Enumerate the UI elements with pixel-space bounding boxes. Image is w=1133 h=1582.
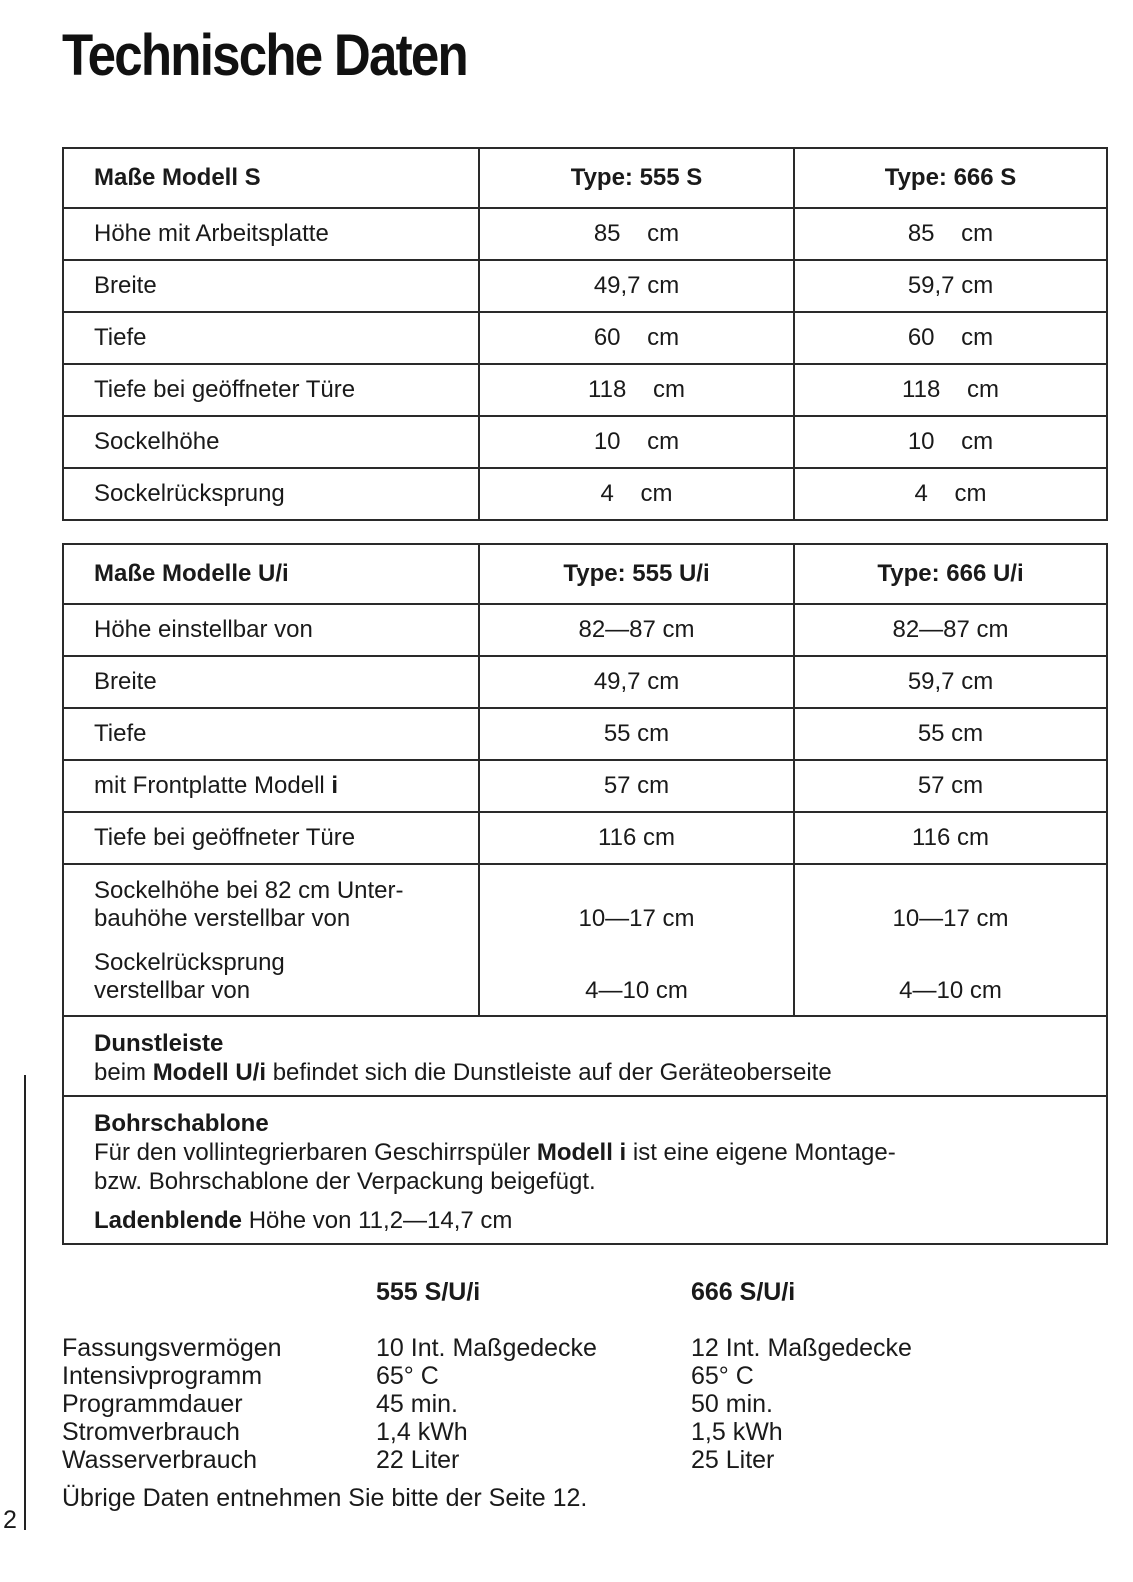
row-label: Höhe mit Arbeitsplatte [63, 208, 479, 260]
sockel-recess-555ui: 4—10 cm [585, 977, 688, 1004]
value-666s: 10 cm [794, 416, 1107, 468]
page-title: Technische Daten [62, 23, 467, 88]
dimensions-table-model-ui [62, 543, 1108, 1245]
ladenblende-value: Höhe von 11,2—14,7 cm [242, 1207, 513, 1234]
table-row [63, 364, 1107, 416]
summary-value-666: 1,5 kWh [691, 1418, 783, 1446]
ladenblende-label: Ladenblende [94, 1207, 243, 1234]
dimensions-table-model-s [62, 147, 1108, 521]
row-label: Breite [63, 656, 479, 708]
summary-col-555: 555 S/U/i [376, 1278, 481, 1306]
row-label [63, 760, 479, 812]
footer-note: Übrige Daten entnehmen Sie bitte der Seite 12. [62, 1484, 588, 1512]
sockel-recess-label-1: Sockelrücksprung [94, 949, 285, 976]
summary-header [62, 1278, 912, 1306]
value-555s: 4 cm [479, 468, 794, 520]
summary-value-555: 1,4 kWh [376, 1418, 468, 1446]
value-555s: 118 cm [479, 364, 794, 416]
bohr-model: Modell i [536, 1139, 627, 1166]
header-type-555s: Type: 555 S [479, 148, 794, 208]
value-555s: 10 cm [479, 416, 794, 468]
model-letter: i [331, 772, 339, 799]
summary-value-555: 65° C [376, 1362, 439, 1390]
row-label: Breite [63, 260, 479, 312]
summary-label: Intensivprogramm [62, 1362, 263, 1390]
table-row [63, 604, 1107, 656]
value-555ui: 82—87 cm [479, 604, 794, 656]
list-item [62, 1418, 912, 1446]
sockel-recess-666ui: 4—10 cm [899, 977, 1002, 1004]
sockel-recess-label-2: verstellbar von [94, 977, 251, 1004]
table-row [63, 208, 1107, 260]
value-666ui: 57 cm [794, 760, 1107, 812]
table-row [63, 468, 1107, 520]
page-number: 2 [3, 1506, 17, 1534]
table-row [63, 312, 1107, 364]
summary-col-666: 666 S/U/i [691, 1278, 796, 1306]
list-item [62, 1390, 912, 1418]
bohr-line1-pre: Für den vollintegrierbaren Geschirrspüler [94, 1139, 537, 1166]
summary-value-666: 12 Int. Maßgedecke [691, 1334, 912, 1362]
summary-label: Wasserverbrauch [62, 1446, 257, 1474]
header-type-666s: Type: 666 S [794, 148, 1107, 208]
row-label: Sockelhöhe [63, 416, 479, 468]
value-555ui: 55 cm [479, 708, 794, 760]
row-label: Tiefe bei geöffneter Türe [63, 812, 479, 864]
value-555ui [479, 864, 794, 1016]
sockel-height-label-1: Sockelhöhe bei 82 cm Unter- [94, 877, 404, 904]
value-555ui: 116 cm [479, 812, 794, 864]
value-666s: 118 cm [794, 364, 1107, 416]
summary-value-666: 25 Liter [691, 1446, 775, 1474]
value-555s: 60 cm [479, 312, 794, 364]
value-555s: 49,7 cm [479, 260, 794, 312]
table-header-row [63, 544, 1107, 604]
value-666ui: 82—87 cm [794, 604, 1107, 656]
table-row [63, 760, 1107, 812]
row-label: Tiefe [63, 708, 479, 760]
value-555ui: 57 cm [479, 760, 794, 812]
header-type-666ui: Type: 666 U/i [794, 544, 1107, 604]
row-label-text: mit Frontplatte Modell [94, 772, 332, 799]
sockel-height-555ui: 10—17 cm [578, 905, 695, 932]
value-666ui: 116 cm [794, 812, 1107, 864]
bohrschablone-note [63, 1096, 1107, 1244]
value-666ui: 55 cm [794, 708, 1107, 760]
table-header-row [63, 148, 1107, 208]
value-666ui [794, 864, 1107, 1016]
row-label: Sockelrücksprung [63, 468, 479, 520]
dunstleiste-heading: Dunstleiste [94, 1030, 224, 1057]
header-type-555ui: Type: 555 U/i [479, 544, 794, 604]
value-666s: 60 cm [794, 312, 1107, 364]
sockel-height-label-2: bauhöhe verstellbar von [94, 905, 351, 932]
value-666s: 4 cm [794, 468, 1107, 520]
row-label [63, 864, 479, 1016]
summary-value-555: 22 Liter [376, 1446, 460, 1474]
table-row [63, 708, 1107, 760]
list-item [62, 1334, 912, 1362]
dunstleiste-note [63, 1016, 1107, 1096]
row-label: Tiefe bei geöffneter Türe [63, 364, 479, 416]
summary-value-555: 10 Int. Maßgedecke [376, 1334, 597, 1362]
summary-label: Fassungsvermögen [62, 1334, 282, 1362]
performance-summary [62, 1278, 912, 1474]
bohrschablone-heading: Bohrschablone [94, 1110, 269, 1137]
value-555s: 85 cm [479, 208, 794, 260]
dunstleiste-text-pre: beim [94, 1059, 153, 1086]
value-555ui: 49,7 cm [479, 656, 794, 708]
summary-value-666: 50 min. [691, 1390, 773, 1418]
dunstleiste-text-post: befindet sich die Dunstleiste auf der Geräteoberseite [266, 1059, 832, 1086]
value-666s: 59,7 cm [794, 260, 1107, 312]
summary-label: Stromverbrauch [62, 1418, 240, 1446]
dunstleiste-model: Modell U/i [152, 1059, 267, 1086]
header-label: Maße Modelle U/i [63, 544, 479, 604]
header-label: Maße Modell S [63, 148, 479, 208]
table-row-sockel [63, 864, 1107, 1016]
list-item [62, 1446, 912, 1474]
row-label: Höhe einstellbar von [63, 604, 479, 656]
bohr-line2: bzw. Bohrschablone der Verpackung beigefügt. [94, 1168, 596, 1195]
summary-value-666: 65° C [691, 1362, 754, 1390]
table-row [63, 656, 1107, 708]
list-item [62, 1362, 912, 1390]
table-row [63, 260, 1107, 312]
value-666s: 85 cm [794, 208, 1107, 260]
margin-rule [24, 1075, 26, 1530]
bohrschablone-row [63, 1096, 1107, 1244]
row-label: Tiefe [63, 312, 479, 364]
bohr-line1-post: ist eine eigene Montage- [626, 1139, 896, 1166]
dunstleiste-row [63, 1016, 1107, 1096]
table-row [63, 416, 1107, 468]
summary-label: Programmdauer [62, 1390, 243, 1418]
sockel-height-666ui: 10—17 cm [892, 905, 1009, 932]
summary-value-555: 45 min. [376, 1390, 458, 1418]
value-666ui: 59,7 cm [794, 656, 1107, 708]
table-row [63, 812, 1107, 864]
